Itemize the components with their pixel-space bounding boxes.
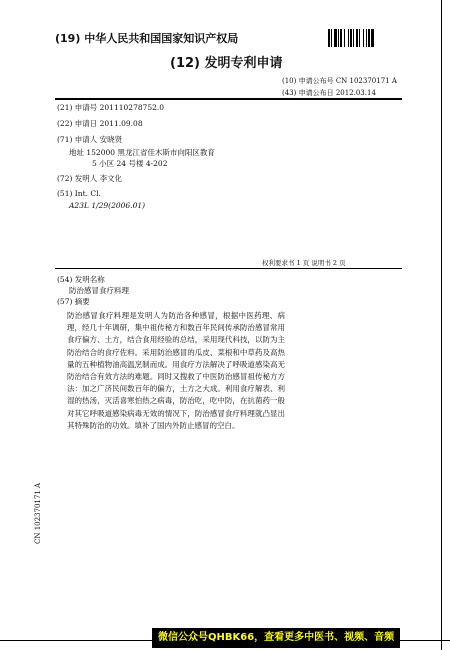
page-count: 权利要求书 1 页 说明书 2 页 [262, 259, 346, 267]
barcode-bar [350, 29, 352, 47]
barcode-bar [334, 29, 337, 47]
application-number: (21) 申请号 201110278752.0 [57, 103, 165, 112]
section-rule [55, 268, 402, 269]
barcode-bar [359, 29, 360, 47]
inventor: (72) 发明人 李文化 [57, 174, 123, 183]
int-cl-label: (51) Int. Cl. [57, 189, 101, 198]
barcode-bar [366, 29, 367, 47]
barcode-bar [356, 29, 358, 47]
filing-date: (22) 申请日 2011.09.08 [57, 119, 143, 128]
abstract-label: (57) 摘要 [57, 297, 90, 306]
invention-title: 防治感冒食疗料理 [69, 286, 129, 295]
title-label: (54) 发明名称 [57, 275, 105, 284]
page-frame-right [441, 0, 442, 650]
barcode-bar [371, 29, 374, 47]
document-kind: (12) 发明专利申请 [170, 56, 283, 71]
promo-banner: 微信公众号QHBK66，查看更多中医书、视频、音频 [152, 628, 400, 648]
publication-date: (43) 申请公布日 2012.03.14 [282, 89, 376, 97]
abstract-text: 防治感冒食疗料理是发明人为防治各种感冒，根据中医药理、病理，经几十年调研，集中祖传秘方和数百年民间传承防治感冒常用食疗偏方、土方，结合食用经验的总结，采用现代科技，以防为主防治结合的食疗佐料。采用防治感冒的瓜皮、菜根和中草药及高热量的五种植物油高温烹制而成。用食疗方法解决了呼吸道感染高无防治结合有效方法的难题。同时又搜救了中医防治感冒祖传秘方方法：加之广济民间数百年的偏方，土方之大成。利用食疗解表、利湿的热汤，灭活喜寒怕热之病毒，防治吃，吃中防，在抗菌药一般对其它呼吸道感染病毒无效的情况下，防治感冒食疗料理就凸显出其特殊防治的功效。填补了国内外防止感冒的空白。 [67, 311, 285, 430]
barcode-bar [368, 29, 370, 47]
barcode-bar [353, 29, 354, 47]
publication-number: (10) 申请公布号 CN 102370171 A [282, 77, 397, 85]
side-document-id: CN 102370171 A [34, 482, 42, 544]
header-rule [55, 98, 402, 100]
barcode-bar [331, 29, 332, 47]
address-line-1: 地址 152000 黑龙江省佳木斯市向阳区教育 [69, 148, 215, 157]
address-line-2: 5 小区 24 号楼 4-202 [92, 159, 168, 168]
office-name: (19) 中华人民共和国国家知识产权局 [55, 32, 239, 45]
barcode-bar [363, 29, 364, 47]
barcode-bar [340, 29, 342, 47]
barcode-image [328, 29, 392, 47]
barcode-bar [348, 29, 349, 47]
barcode-bar [338, 29, 339, 47]
applicant: (71) 申请人 安晓贤 [57, 135, 123, 144]
barcode-bar [328, 29, 330, 47]
ipc-classification: A23L 1/29(2006.01) [69, 201, 146, 210]
barcode-bar [344, 29, 345, 47]
